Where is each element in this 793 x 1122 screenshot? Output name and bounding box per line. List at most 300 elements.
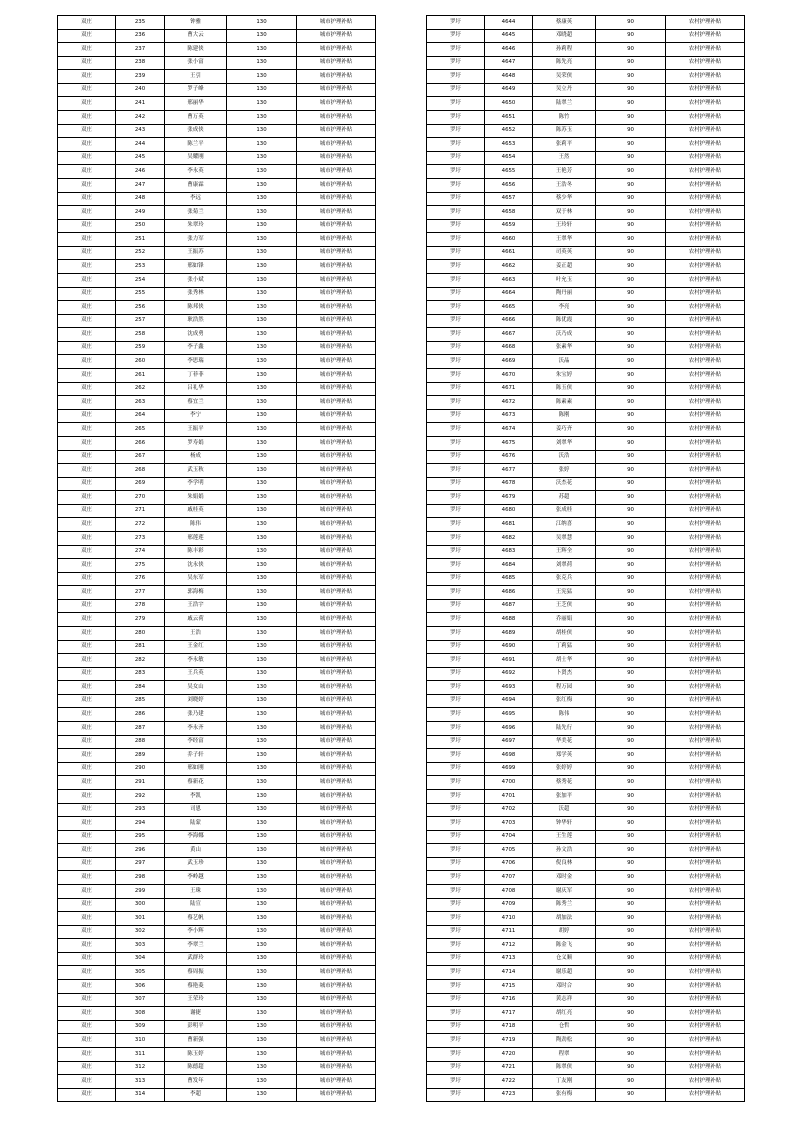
type-cell: 农村护理补贴 [666, 871, 745, 885]
name-cell: 陈德超 [165, 1061, 227, 1075]
amount-cell: 130 [227, 613, 297, 627]
type-cell: 农村护理补贴 [666, 70, 745, 84]
amount-cell: 90 [596, 219, 666, 233]
table-row [58, 654, 376, 668]
table-row [58, 477, 376, 491]
amount-cell: 130 [227, 382, 297, 396]
table-row [427, 545, 745, 559]
table-row [58, 1075, 376, 1089]
town-cell: 罗圩 [427, 29, 485, 43]
amount-cell: 90 [596, 423, 666, 437]
seq-cell: 4704 [485, 830, 533, 844]
table-row [427, 369, 745, 383]
table-row [427, 966, 745, 980]
type-cell: 农村护理补贴 [666, 97, 745, 111]
name-cell: 王然 [533, 151, 596, 165]
type-cell: 农村护理补贴 [666, 165, 745, 179]
table-row [58, 708, 376, 722]
seq-cell: 307 [116, 993, 165, 1007]
town-cell: 双庄 [58, 273, 116, 287]
town-cell: 双庄 [58, 233, 116, 247]
table-row [427, 314, 745, 328]
table-row [427, 111, 745, 125]
type-cell: 城市护理补贴 [297, 355, 376, 369]
amount-cell: 130 [227, 722, 297, 736]
town-cell: 双庄 [58, 70, 116, 84]
seq-cell: 251 [116, 233, 165, 247]
type-cell: 农村护理补贴 [666, 43, 745, 57]
town-cell: 罗圩 [427, 857, 485, 871]
seq-cell: 236 [116, 29, 165, 43]
amount-cell: 90 [596, 599, 666, 613]
type-cell: 农村护理补贴 [666, 29, 745, 43]
town-cell: 罗圩 [427, 464, 485, 478]
amount-cell: 90 [596, 165, 666, 179]
name-cell: 蔡艳菱 [165, 980, 227, 994]
seq-cell: 4709 [485, 898, 533, 912]
name-cell: 李亮 [533, 301, 596, 315]
name-cell: 李宁 [165, 409, 227, 423]
table-row [58, 436, 376, 450]
seq-cell: 4660 [485, 233, 533, 247]
type-cell: 农村护理补贴 [666, 124, 745, 138]
table-row [427, 97, 745, 111]
type-cell: 城市护理补贴 [297, 1047, 376, 1061]
type-cell: 城市护理补贴 [297, 749, 376, 763]
name-cell: 陶劲松 [533, 1034, 596, 1048]
town-cell: 罗圩 [427, 369, 485, 383]
name-cell: 王生莲 [533, 830, 596, 844]
amount-cell: 130 [227, 627, 297, 641]
type-cell: 农村护理补贴 [666, 450, 745, 464]
type-cell: 城市护理补贴 [297, 966, 376, 980]
seq-cell: 267 [116, 450, 165, 464]
amount-cell: 90 [596, 667, 666, 681]
name-cell: 邢如锋 [165, 260, 227, 274]
seq-cell: 244 [116, 138, 165, 152]
name-cell: 陈邦侠 [165, 301, 227, 315]
amount-cell: 90 [596, 83, 666, 97]
table-row [427, 233, 745, 247]
seq-cell: 4720 [485, 1047, 533, 1061]
amount-cell: 130 [227, 70, 297, 84]
table-row [58, 776, 376, 790]
amount-cell: 90 [596, 735, 666, 749]
seq-cell: 272 [116, 518, 165, 532]
seq-cell: 305 [116, 966, 165, 980]
name-cell: 郑学英 [533, 749, 596, 763]
name-cell: 司英英 [533, 246, 596, 260]
seq-cell: 262 [116, 382, 165, 396]
seq-cell: 292 [116, 789, 165, 803]
town-cell: 双庄 [58, 708, 116, 722]
amount-cell: 130 [227, 1034, 297, 1048]
table-row [427, 912, 745, 926]
amount-cell: 90 [596, 396, 666, 410]
type-cell: 农村护理补贴 [666, 817, 745, 831]
name-cell: 张秀林 [165, 287, 227, 301]
seq-cell: 4651 [485, 111, 533, 125]
amount-cell: 90 [596, 1075, 666, 1089]
town-cell: 罗圩 [427, 749, 485, 763]
town-cell: 双庄 [58, 151, 116, 165]
type-cell: 城市护理补贴 [297, 206, 376, 220]
name-cell: 陆宣 [165, 898, 227, 912]
seq-cell: 4652 [485, 124, 533, 138]
town-cell: 罗圩 [427, 1061, 485, 1075]
seq-cell: 4664 [485, 287, 533, 301]
seq-cell: 259 [116, 341, 165, 355]
table-row [427, 16, 745, 30]
amount-cell: 130 [227, 178, 297, 192]
seq-cell: 271 [116, 504, 165, 518]
town-cell: 双庄 [58, 29, 116, 43]
town-cell: 双庄 [58, 504, 116, 518]
type-cell: 城市护理补贴 [297, 56, 376, 70]
seq-cell: 302 [116, 925, 165, 939]
name-cell: 吴翠慧 [533, 531, 596, 545]
table-row [58, 29, 376, 43]
seq-cell: 4723 [485, 1088, 533, 1102]
seq-cell: 4667 [485, 328, 533, 342]
name-cell: 胡桂侠 [533, 627, 596, 641]
type-cell: 城市护理补贴 [297, 817, 376, 831]
table-row [427, 246, 745, 260]
seq-cell: 4722 [485, 1075, 533, 1089]
name-cell: 沃乃成 [533, 328, 596, 342]
type-cell: 城市护理补贴 [297, 382, 376, 396]
type-cell: 农村护理补贴 [666, 762, 745, 776]
name-cell: 司恩 [165, 803, 227, 817]
town-cell: 双庄 [58, 1020, 116, 1034]
town-cell: 双庄 [58, 369, 116, 383]
type-cell: 城市护理补贴 [297, 627, 376, 641]
town-cell: 双庄 [58, 925, 116, 939]
town-cell: 双庄 [58, 531, 116, 545]
table-row [427, 776, 745, 790]
town-cell: 双庄 [58, 97, 116, 111]
seq-cell: 248 [116, 192, 165, 206]
amount-cell: 130 [227, 925, 297, 939]
table-row [427, 749, 745, 763]
name-cell: 王振苏 [165, 246, 227, 260]
table-row [58, 382, 376, 396]
name-cell: 王浩宇 [165, 599, 227, 613]
seq-cell: 263 [116, 396, 165, 410]
town-cell: 罗圩 [427, 803, 485, 817]
name-cell: 张加平 [533, 789, 596, 803]
name-cell: 吴耀刚 [165, 151, 227, 165]
table-row [427, 409, 745, 423]
type-cell: 城市护理补贴 [297, 219, 376, 233]
seq-cell: 266 [116, 436, 165, 450]
name-cell: 丁莉猛 [533, 640, 596, 654]
town-cell: 罗圩 [427, 722, 485, 736]
amount-cell: 130 [227, 518, 297, 532]
seq-cell: 4695 [485, 708, 533, 722]
table-row [58, 151, 376, 165]
town-cell: 罗圩 [427, 925, 485, 939]
amount-cell: 130 [227, 206, 297, 220]
left-table-body [58, 16, 376, 1102]
table-row [58, 559, 376, 573]
amount-cell: 90 [596, 993, 666, 1007]
town-cell: 罗圩 [427, 667, 485, 681]
table-row [427, 586, 745, 600]
amount-cell: 130 [227, 16, 297, 30]
amount-cell: 130 [227, 43, 297, 57]
seq-cell: 237 [116, 43, 165, 57]
table-row [427, 667, 745, 681]
table-row [58, 138, 376, 152]
amount-cell: 90 [596, 844, 666, 858]
type-cell: 农村护理补贴 [666, 477, 745, 491]
seq-cell: 275 [116, 559, 165, 573]
table-row [427, 559, 745, 573]
town-cell: 罗圩 [427, 952, 485, 966]
seq-cell: 4649 [485, 83, 533, 97]
type-cell: 农村护理补贴 [666, 1061, 745, 1075]
type-cell: 城市护理补贴 [297, 314, 376, 328]
type-cell: 城市护理补贴 [297, 16, 376, 30]
table-row [427, 735, 745, 749]
type-cell: 农村护理补贴 [666, 273, 745, 287]
table-row [427, 1075, 745, 1089]
amount-cell: 90 [596, 694, 666, 708]
town-cell: 双庄 [58, 328, 116, 342]
town-cell: 双庄 [58, 287, 116, 301]
type-cell: 城市护理补贴 [297, 912, 376, 926]
name-cell: 仓哲 [533, 1020, 596, 1034]
type-cell: 农村护理补贴 [666, 735, 745, 749]
seq-cell: 4711 [485, 925, 533, 939]
amount-cell: 130 [227, 423, 297, 437]
name-cell: 谢乐超 [533, 966, 596, 980]
seq-cell: 291 [116, 776, 165, 790]
type-cell: 城市护理补贴 [297, 545, 376, 559]
table-row [58, 640, 376, 654]
seq-cell: 260 [116, 355, 165, 369]
name-cell: 蔡秀花 [533, 776, 596, 790]
name-cell: 胡红亮 [533, 1007, 596, 1021]
table-row [58, 16, 376, 30]
seq-cell: 269 [116, 477, 165, 491]
seq-cell: 4706 [485, 857, 533, 871]
type-cell: 城市护理补贴 [297, 708, 376, 722]
town-cell: 罗圩 [427, 762, 485, 776]
table-row [58, 165, 376, 179]
town-cell: 罗圩 [427, 423, 485, 437]
amount-cell: 90 [596, 477, 666, 491]
seq-cell: 246 [116, 165, 165, 179]
seq-cell: 294 [116, 817, 165, 831]
town-cell: 罗圩 [427, 97, 485, 111]
type-cell: 农村护理补贴 [666, 83, 745, 97]
table-row [58, 1007, 376, 1021]
town-cell: 双庄 [58, 749, 116, 763]
amount-cell: 90 [596, 151, 666, 165]
type-cell: 农村护理补贴 [666, 830, 745, 844]
table-row [427, 871, 745, 885]
table-row [427, 681, 745, 695]
type-cell: 城市护理补贴 [297, 586, 376, 600]
amount-cell: 130 [227, 1047, 297, 1061]
type-cell: 农村护理补贴 [666, 409, 745, 423]
town-cell: 罗圩 [427, 43, 485, 57]
amount-cell: 90 [596, 952, 666, 966]
amount-cell: 130 [227, 369, 297, 383]
name-cell: 张素华 [533, 341, 596, 355]
table-row [427, 464, 745, 478]
table-row [427, 830, 745, 844]
seq-cell: 4698 [485, 749, 533, 763]
amount-cell: 130 [227, 504, 297, 518]
town-cell: 罗圩 [427, 151, 485, 165]
amount-cell: 90 [596, 178, 666, 192]
amount-cell: 90 [596, 1020, 666, 1034]
town-cell: 罗圩 [427, 681, 485, 695]
table-row [427, 1020, 745, 1034]
table-row [427, 219, 745, 233]
amount-cell: 130 [227, 436, 297, 450]
town-cell: 双庄 [58, 993, 116, 1007]
amount-cell: 130 [227, 260, 297, 274]
amount-cell: 90 [596, 192, 666, 206]
town-cell: 双庄 [58, 423, 116, 437]
amount-cell: 130 [227, 531, 297, 545]
type-cell: 城市护理补贴 [297, 328, 376, 342]
town-cell: 罗圩 [427, 287, 485, 301]
name-cell: 胡婷 [533, 925, 596, 939]
town-cell: 罗圩 [427, 939, 485, 953]
town-cell: 罗圩 [427, 165, 485, 179]
table-row [427, 273, 745, 287]
seq-cell: 4673 [485, 409, 533, 423]
seq-cell: 282 [116, 654, 165, 668]
seq-cell: 283 [116, 667, 165, 681]
name-cell: 李学明 [165, 477, 227, 491]
amount-cell: 130 [227, 301, 297, 315]
town-cell: 罗圩 [427, 586, 485, 600]
table-row [58, 898, 376, 912]
town-cell: 双庄 [58, 898, 116, 912]
type-cell: 城市护理补贴 [297, 654, 376, 668]
seq-cell: 4666 [485, 314, 533, 328]
amount-cell: 90 [596, 273, 666, 287]
seq-cell: 4653 [485, 138, 533, 152]
type-cell: 城市护理补贴 [297, 396, 376, 410]
town-cell: 双庄 [58, 694, 116, 708]
type-cell: 城市护理补贴 [297, 830, 376, 844]
name-cell: 胡加法 [533, 912, 596, 926]
name-cell: 程万园 [533, 681, 596, 695]
type-cell: 农村护理补贴 [666, 980, 745, 994]
amount-cell: 130 [227, 29, 297, 43]
seq-cell: 4656 [485, 178, 533, 192]
name-cell: 曹新强 [165, 1034, 227, 1048]
amount-cell: 90 [596, 762, 666, 776]
seq-cell: 4715 [485, 980, 533, 994]
table-row [58, 314, 376, 328]
seq-cell: 239 [116, 70, 165, 84]
amount-cell: 130 [227, 1061, 297, 1075]
table-row [427, 151, 745, 165]
type-cell: 农村护理补贴 [666, 504, 745, 518]
amount-cell: 90 [596, 1034, 666, 1048]
town-cell: 罗圩 [427, 898, 485, 912]
type-cell: 城市护理补贴 [297, 722, 376, 736]
seq-cell: 242 [116, 111, 165, 125]
town-cell: 双庄 [58, 341, 116, 355]
town-cell: 罗圩 [427, 694, 485, 708]
town-cell: 罗圩 [427, 56, 485, 70]
type-cell: 农村护理补贴 [666, 219, 745, 233]
left-table [57, 15, 376, 1102]
type-cell: 农村护理补贴 [666, 531, 745, 545]
type-cell: 城市护理补贴 [297, 803, 376, 817]
table-row [58, 789, 376, 803]
seq-cell: 4665 [485, 301, 533, 315]
seq-cell: 4685 [485, 572, 533, 586]
type-cell: 农村护理补贴 [666, 260, 745, 274]
name-cell: 乔丽娟 [533, 613, 596, 627]
amount-cell: 130 [227, 138, 297, 152]
amount-cell: 90 [596, 341, 666, 355]
seq-cell: 4707 [485, 871, 533, 885]
name-cell: 陈优霞 [533, 314, 596, 328]
table-row [58, 694, 376, 708]
town-cell: 双庄 [58, 762, 116, 776]
seq-cell: 245 [116, 151, 165, 165]
seq-cell: 4680 [485, 504, 533, 518]
type-cell: 城市护理补贴 [297, 613, 376, 627]
type-cell: 农村护理补贴 [666, 1088, 745, 1102]
table-row [58, 70, 376, 84]
name-cell: 郭海梅 [165, 586, 227, 600]
amount-cell: 130 [227, 694, 297, 708]
type-cell: 农村护理补贴 [666, 192, 745, 206]
type-cell: 农村护理补贴 [666, 138, 745, 152]
town-cell: 罗圩 [427, 885, 485, 899]
amount-cell: 130 [227, 396, 297, 410]
amount-cell: 90 [596, 43, 666, 57]
table-row [58, 722, 376, 736]
amount-cell: 90 [596, 898, 666, 912]
name-cell: 邢如刚 [165, 762, 227, 776]
town-cell: 罗圩 [427, 178, 485, 192]
right-table-body [427, 16, 745, 1102]
town-cell: 罗圩 [427, 504, 485, 518]
amount-cell: 130 [227, 1075, 297, 1089]
type-cell: 城市护理补贴 [297, 1075, 376, 1089]
amount-cell: 130 [227, 749, 297, 763]
seq-cell: 4671 [485, 382, 533, 396]
type-cell: 城市护理补贴 [297, 43, 376, 57]
seq-cell: 4650 [485, 97, 533, 111]
type-cell: 城市护理补贴 [297, 477, 376, 491]
table-row [427, 124, 745, 138]
name-cell: 蔡新花 [165, 776, 227, 790]
table-row [58, 273, 376, 287]
town-cell: 罗圩 [427, 640, 485, 654]
amount-cell: 90 [596, 789, 666, 803]
amount-cell: 130 [227, 1088, 297, 1102]
type-cell: 农村护理补贴 [666, 341, 745, 355]
name-cell: 陈玉婷 [165, 1047, 227, 1061]
type-cell: 农村护理补贴 [666, 966, 745, 980]
seq-cell: 4717 [485, 1007, 533, 1021]
name-cell: 李超 [165, 1088, 227, 1102]
